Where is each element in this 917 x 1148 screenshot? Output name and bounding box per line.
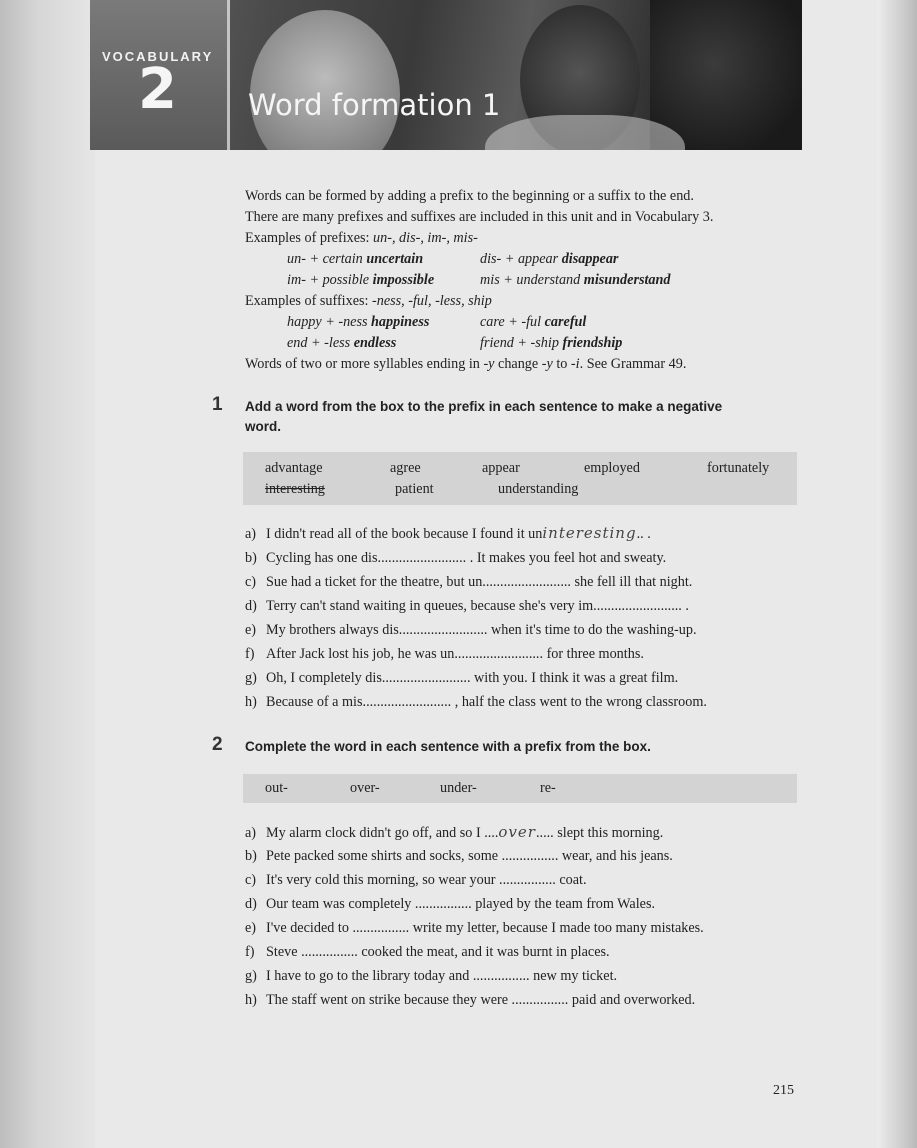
suffix-example: care + -ful careful bbox=[480, 314, 587, 330]
box-word: fortunately bbox=[707, 460, 770, 476]
exercise-2-item: d) Our team was completely ................ played by the team from Wales. bbox=[245, 896, 656, 912]
exercise-2-number: 2 bbox=[212, 734, 223, 755]
box-word: under- bbox=[440, 780, 477, 796]
exercise-1-item: g) Oh, I completely dis......................... with you. I think it was a great film. bbox=[245, 670, 679, 686]
intro-line-1: Words can be formed by adding a prefix to the beginning or a suffix to the end. bbox=[245, 188, 694, 204]
exercise-1-item: h) Because of a mis......................... , half the class went to the wrong classroom. bbox=[245, 694, 707, 710]
exercise-1-word-box bbox=[243, 452, 797, 505]
prefix-example: dis- + appear disappear bbox=[480, 251, 619, 267]
suffix-example: happy + -ness happiness bbox=[287, 314, 430, 330]
exercise-2-word-box bbox=[243, 774, 797, 803]
exercise-1-item: d) Terry can't stand waiting in queues, because she's very im......................... . bbox=[245, 598, 689, 614]
prefix-example: mis + understand misunderstand bbox=[480, 272, 671, 288]
exercise-2-item: c) It's very cold this morning, so wear your ................ coat. bbox=[245, 872, 587, 888]
spelling-note: Words of two or more syllables ending in -y change -y to -i. See Grammar 49. bbox=[245, 356, 687, 372]
section-label: VOCABULARY bbox=[102, 49, 214, 64]
handwritten-answer: over bbox=[498, 823, 536, 841]
prefix-heading: Examples of prefixes: un-, dis-, im-, mis- bbox=[245, 230, 478, 246]
exercise-2-instruction: Complete the word in each sentence with a prefix from the box. bbox=[245, 739, 651, 754]
box-word: employed bbox=[584, 460, 640, 476]
exercise-2-item: a) My alarm clock didn't go off, and so I ....over..... slept this morning. bbox=[245, 823, 664, 841]
suffix-example: end + -less endless bbox=[287, 335, 397, 351]
prefix-example: im- + possible impossible bbox=[287, 272, 435, 288]
box-word: over- bbox=[350, 780, 380, 796]
box-word: appear bbox=[482, 460, 520, 476]
box-word: patient bbox=[395, 481, 434, 497]
box-word-used: interesting bbox=[265, 481, 325, 497]
page-number: 215 bbox=[773, 1083, 794, 1098]
intro-line-2: There are many prefixes and suffixes are included in this unit and in Vocabulary 3. bbox=[245, 209, 714, 225]
exercise-1-item: e) My brothers always dis......................... when it's time to do the washing-up. bbox=[245, 622, 697, 638]
exercise-2-item: g) I have to go to the library today and ................ new my ticket. bbox=[245, 968, 618, 984]
instruction-line: word. bbox=[245, 419, 281, 434]
unit-number: 2 bbox=[138, 57, 177, 122]
exercise-1-item: b) Cycling has one dis......................... . It makes you feel hot and sweaty. bbox=[245, 550, 667, 566]
page-title: Word formation 1 bbox=[248, 88, 501, 122]
exercise-1-item: a) I didn't read all of the book because I found it uninteresting.. . bbox=[245, 524, 651, 542]
prefix-example: un- + certain uncertain bbox=[287, 251, 424, 267]
box-word: re- bbox=[540, 780, 556, 796]
suffix-heading: Examples of suffixes: -ness, -ful, -less, ship bbox=[245, 293, 492, 309]
exercise-2-item: h) The staff went on strike because they were ................ paid and overworked. bbox=[245, 992, 696, 1008]
box-word: advantage bbox=[265, 460, 323, 476]
handwritten-answer: interesting bbox=[542, 524, 637, 542]
exercise-1-item: c) Sue had a ticket for the theatre, but un......................... she fell ill that night. bbox=[245, 574, 693, 590]
exercise-1-number: 1 bbox=[212, 394, 223, 415]
exercise-1-item: f) After Jack lost his job, he was un......................... for three months. bbox=[245, 646, 644, 662]
exercise-2-item: b) Pete packed some shirts and socks, some ................ wear, and his jeans. bbox=[245, 848, 673, 864]
exercise-2-item: e) I've decided to ................ write my letter, because I made too many mistakes. bbox=[245, 920, 704, 936]
exercise-1-instruction bbox=[245, 397, 722, 437]
exercise-2-item: f) Steve ................ cooked the meat, and it was burnt in places. bbox=[245, 944, 610, 960]
instruction-line: Add a word from the box to the prefix in each sentence to make a negative bbox=[245, 399, 723, 414]
box-word: understanding bbox=[498, 481, 579, 497]
suffix-example: friend + -ship friendship bbox=[480, 335, 623, 351]
box-word: out- bbox=[265, 780, 288, 796]
box-word: agree bbox=[390, 460, 421, 476]
